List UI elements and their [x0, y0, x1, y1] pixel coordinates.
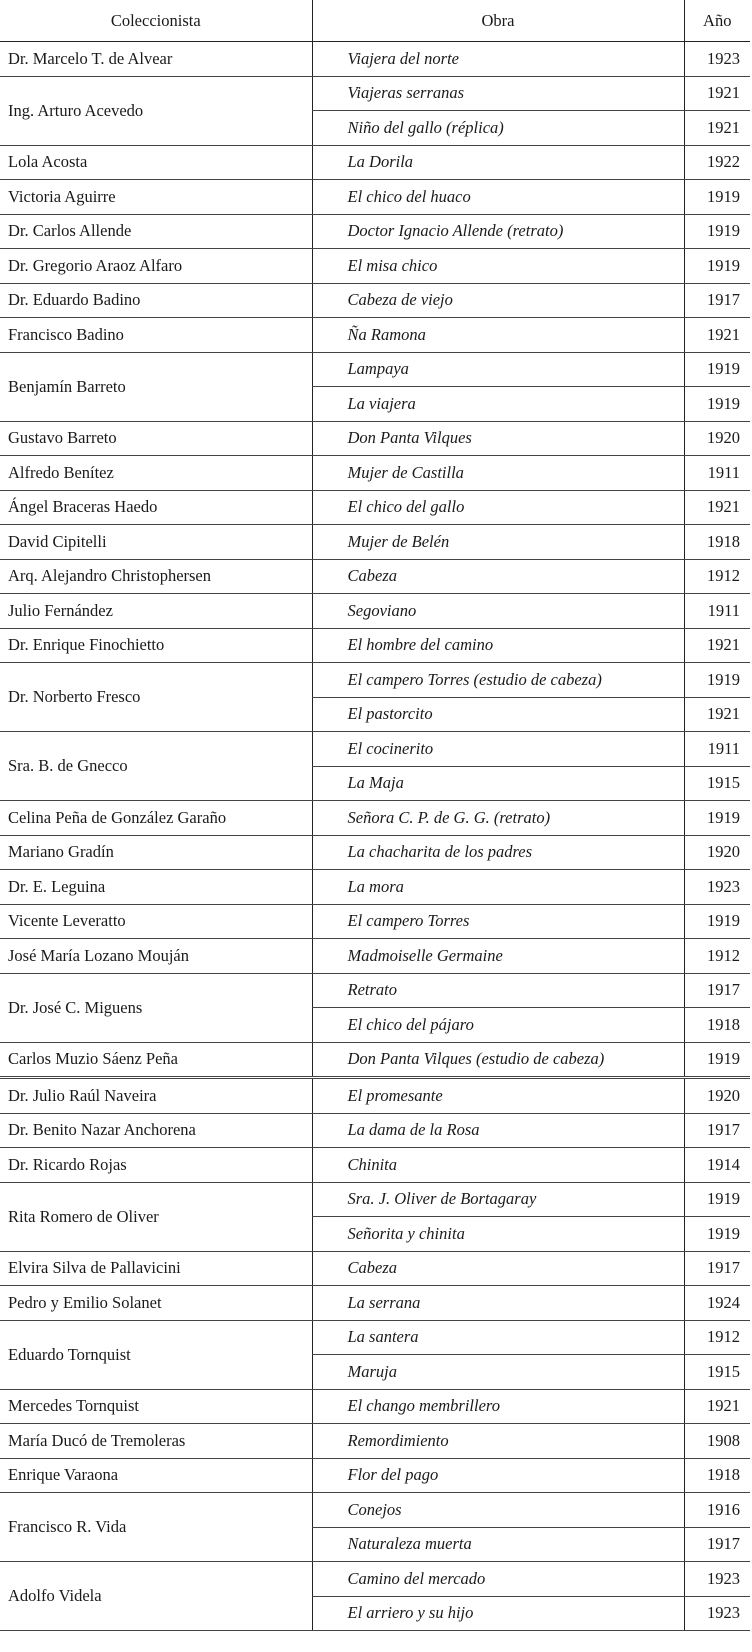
work-year: 1919	[684, 1042, 750, 1078]
work-title: Mujer de Castilla	[312, 456, 684, 491]
work-title: Retrato	[312, 973, 684, 1008]
collector-name: Carlos Muzio Sáenz Peña	[0, 1042, 312, 1078]
work-title: Ña Ramona	[312, 318, 684, 353]
collector-name: Dr. Gregorio Araoz Alfaro	[0, 249, 312, 284]
collector-name: Lola Acosta	[0, 145, 312, 180]
table-row	[0, 214, 750, 249]
collector-name: Sra. B. de Gnecco	[0, 732, 312, 801]
collector-name: Elvira Silva de Pallavicini	[0, 1251, 312, 1286]
collector-name: Ángel Braceras Haedo	[0, 490, 312, 525]
table-row	[0, 76, 750, 111]
work-title: El campero Torres	[312, 904, 684, 939]
table-row	[0, 732, 750, 767]
work-year: 1911	[684, 732, 750, 767]
table-row	[0, 352, 750, 387]
work-year: 1914	[684, 1148, 750, 1183]
table-body	[0, 42, 750, 1631]
work-title: La Maja	[312, 766, 684, 801]
work-year: 1919	[684, 214, 750, 249]
collector-name: Dr. Benito Nazar Anchorena	[0, 1113, 312, 1148]
table-row	[0, 1078, 750, 1114]
table-header	[0, 0, 750, 42]
year-column-header: Año	[684, 0, 750, 42]
work-year: 1919	[684, 663, 750, 698]
collector-name: Dr. E. Leguina	[0, 870, 312, 905]
collector-name: María Ducó de Tremoleras	[0, 1424, 312, 1459]
table-row	[0, 1320, 750, 1355]
work-year: 1924	[684, 1286, 750, 1321]
work-year: 1919	[684, 387, 750, 422]
work-title: Camino del mercado	[312, 1562, 684, 1597]
work-year: 1921	[684, 628, 750, 663]
collector-name: Dr. Eduardo Badino	[0, 283, 312, 318]
table-row	[0, 525, 750, 560]
collector-name: Victoria Aguirre	[0, 180, 312, 215]
work-year: 1921	[684, 111, 750, 146]
work-year: 1923	[684, 42, 750, 77]
table-row	[0, 42, 750, 77]
work-year: 1920	[684, 421, 750, 456]
table-row	[0, 594, 750, 629]
work-title: El cocinerito	[312, 732, 684, 767]
work-year: 1919	[684, 249, 750, 284]
work-title: Cabeza	[312, 559, 684, 594]
work-year: 1919	[684, 180, 750, 215]
work-year: 1916	[684, 1493, 750, 1528]
collector-name: Dr. Enrique Finochietto	[0, 628, 312, 663]
work-title: El promesante	[312, 1078, 684, 1114]
work-title: La viajera	[312, 387, 684, 422]
work-year: 1917	[684, 283, 750, 318]
collector-name: Eduardo Tornquist	[0, 1320, 312, 1389]
collector-name: Enrique Varaona	[0, 1458, 312, 1493]
work-year: 1923	[684, 870, 750, 905]
collector-name: Julio Fernández	[0, 594, 312, 629]
work-year: 1917	[684, 1527, 750, 1562]
collector-name: Adolfo Videla	[0, 1562, 312, 1631]
work-title: Maruja	[312, 1355, 684, 1390]
collector-name: Dr. Ricardo Rojas	[0, 1148, 312, 1183]
work-title: Viajera del norte	[312, 42, 684, 77]
table-row	[0, 904, 750, 939]
table-row	[0, 283, 750, 318]
table-row	[0, 1389, 750, 1424]
collector-name: Dr. Marcelo T. de Alvear	[0, 42, 312, 77]
collector-name: Arq. Alejandro Christophersen	[0, 559, 312, 594]
work-year: 1917	[684, 1113, 750, 1148]
table-row	[0, 663, 750, 698]
collector-name: David Cipitelli	[0, 525, 312, 560]
work-year: 1917	[684, 1251, 750, 1286]
collector-name: Dr. Julio Raúl Naveira	[0, 1078, 312, 1114]
table-row	[0, 628, 750, 663]
collector-name: Pedro y Emilio Solanet	[0, 1286, 312, 1321]
work-year: 1911	[684, 456, 750, 491]
work-year: 1917	[684, 973, 750, 1008]
work-title: Chinita	[312, 1148, 684, 1183]
collector-name: Vicente Leveratto	[0, 904, 312, 939]
table-row	[0, 1182, 750, 1217]
work-year: 1921	[684, 1389, 750, 1424]
work-year: 1921	[684, 490, 750, 525]
work-title: Remordimiento	[312, 1424, 684, 1459]
work-title: Flor del pago	[312, 1458, 684, 1493]
work-title: El chico del pájaro	[312, 1008, 684, 1043]
work-title: Cabeza de viejo	[312, 283, 684, 318]
table-row	[0, 1493, 750, 1528]
work-title: Señora C. P. de G. G. (retrato)	[312, 801, 684, 836]
work-year: 1921	[684, 697, 750, 732]
collector-name: Ing. Arturo Acevedo	[0, 76, 312, 145]
collector-column-header: Coleccionista	[0, 0, 312, 42]
work-title: Lampaya	[312, 352, 684, 387]
table-row	[0, 180, 750, 215]
table-row	[0, 1458, 750, 1493]
work-title: Doctor Ignacio Allende (retrato)	[312, 214, 684, 249]
work-title: El hombre del camino	[312, 628, 684, 663]
work-year: 1920	[684, 1078, 750, 1114]
collector-name: Mariano Gradín	[0, 835, 312, 870]
collector-name: Alfredo Benítez	[0, 456, 312, 491]
work-title: El pastorcito	[312, 697, 684, 732]
work-title: Señorita y chinita	[312, 1217, 684, 1252]
work-title: La mora	[312, 870, 684, 905]
collector-name: Gustavo Barreto	[0, 421, 312, 456]
work-year: 1919	[684, 1182, 750, 1217]
collector-name: Rita Romero de Oliver	[0, 1182, 312, 1251]
collector-name: José María Lozano Mouján	[0, 939, 312, 974]
work-title: Naturaleza muerta	[312, 1527, 684, 1562]
work-year: 1920	[684, 835, 750, 870]
table-row	[0, 1251, 750, 1286]
collector-name: Francisco R. Vida	[0, 1493, 312, 1562]
work-title: Viajeras serranas	[312, 76, 684, 111]
work-title: El chango membrillero	[312, 1389, 684, 1424]
work-title: Mujer de Belén	[312, 525, 684, 560]
work-title: La Dorila	[312, 145, 684, 180]
work-title: Don Panta Vilques (estudio de cabeza)	[312, 1042, 684, 1078]
work-year: 1908	[684, 1424, 750, 1459]
table-row	[0, 835, 750, 870]
table-row	[0, 801, 750, 836]
work-year: 1919	[684, 1217, 750, 1252]
table-row	[0, 1148, 750, 1183]
work-year: 1918	[684, 1008, 750, 1043]
collector-name: Mercedes Tornquist	[0, 1389, 312, 1424]
work-title: Cabeza	[312, 1251, 684, 1286]
work-year: 1919	[684, 904, 750, 939]
work-year: 1912	[684, 559, 750, 594]
work-year: 1918	[684, 525, 750, 560]
work-year: 1918	[684, 1458, 750, 1493]
work-title: Segoviano	[312, 594, 684, 629]
table-row	[0, 1042, 750, 1078]
work-title: La santera	[312, 1320, 684, 1355]
collector-name: Dr. José C. Miguens	[0, 973, 312, 1042]
work-year: 1921	[684, 76, 750, 111]
collector-name: Dr. Norberto Fresco	[0, 663, 312, 732]
work-title: Don Panta Vilques	[312, 421, 684, 456]
header-row	[0, 0, 750, 42]
work-title: La chacharita de los padres	[312, 835, 684, 870]
work-title: Conejos	[312, 1493, 684, 1528]
collector-name: Celina Peña de González Garaño	[0, 801, 312, 836]
collector-name: Dr. Carlos Allende	[0, 214, 312, 249]
table-row	[0, 1113, 750, 1148]
work-year: 1915	[684, 1355, 750, 1390]
table-row	[0, 145, 750, 180]
work-year: 1919	[684, 801, 750, 836]
work-year: 1911	[684, 594, 750, 629]
work-year: 1919	[684, 352, 750, 387]
work-year: 1912	[684, 1320, 750, 1355]
table-row	[0, 318, 750, 353]
work-title: El misa chico	[312, 249, 684, 284]
table-row	[0, 1562, 750, 1597]
work-year: 1915	[684, 766, 750, 801]
collector-name: Benjamín Barreto	[0, 352, 312, 421]
work-title: Madmoiselle Germaine	[312, 939, 684, 974]
work-year: 1921	[684, 318, 750, 353]
work-title: Sra. J. Oliver de Bortagaray	[312, 1182, 684, 1217]
collector-name: Francisco Badino	[0, 318, 312, 353]
table-row	[0, 249, 750, 284]
table-row	[0, 1286, 750, 1321]
work-title: Niño del gallo (réplica)	[312, 111, 684, 146]
table-row	[0, 559, 750, 594]
table-row	[0, 456, 750, 491]
work-year: 1912	[684, 939, 750, 974]
work-column-header: Obra	[312, 0, 684, 42]
work-title: La serrana	[312, 1286, 684, 1321]
table-row	[0, 421, 750, 456]
table-row	[0, 870, 750, 905]
table-row	[0, 490, 750, 525]
work-year: 1923	[684, 1562, 750, 1597]
work-year: 1922	[684, 145, 750, 180]
work-title: El chico del huaco	[312, 180, 684, 215]
work-title: El campero Torres (estudio de cabeza)	[312, 663, 684, 698]
work-title: La dama de la Rosa	[312, 1113, 684, 1148]
table-row	[0, 939, 750, 974]
work-title: El chico del gallo	[312, 490, 684, 525]
work-title: El arriero y su hijo	[312, 1596, 684, 1631]
table-row	[0, 973, 750, 1008]
work-year: 1923	[684, 1596, 750, 1631]
table-row	[0, 1424, 750, 1459]
